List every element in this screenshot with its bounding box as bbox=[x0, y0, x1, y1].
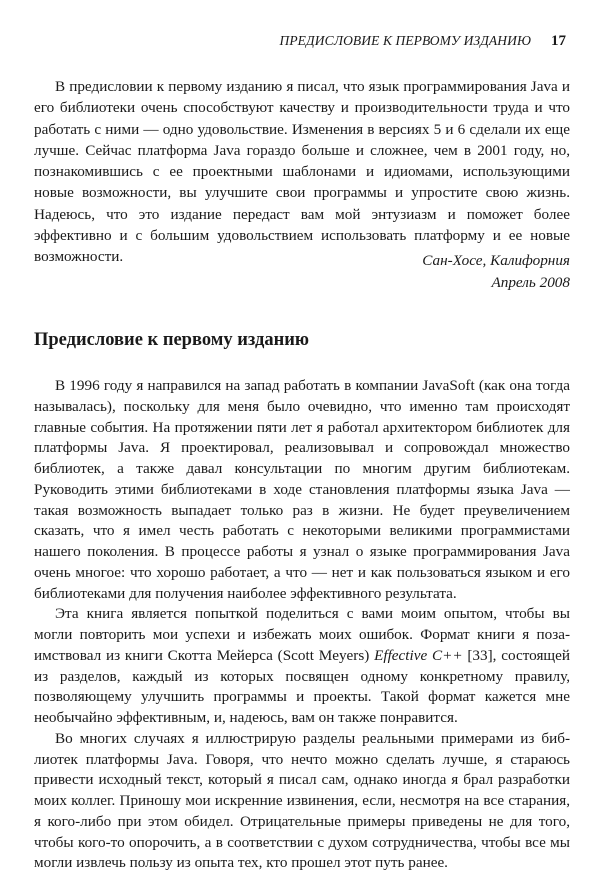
main-section bbox=[34, 376, 570, 874]
paragraph-1: В 1996 году я направился на запад работать в компании JavaSoft (как она тогда называлась), поскольку для меня было очевидно, что именно там происходят главные события. На протяжении пяти лет я работал архитектором библиотек для платформы Java. Я проектировал, реализовывал и сопровождал множество библиотек, а также давал консультации по многим другим библиотекам. Руководить этими библиотеками в ходе становления платформы языка Java — такая возможность выпадает только раз в жизни. Не будет преувеличением сказать, что я имел честь работать с некоторыми великими программистами нашего поколения. В процессе работы я узнал о языке программирования Java очень многое: что хорошо работает, а что — нет и как пользоваться языком и его библиотеками для получения наиболее эффективного результата. bbox=[34, 377, 570, 602]
signature-place: Сан-Хосе, Калифорния bbox=[422, 252, 570, 269]
page-number: 17 bbox=[551, 33, 566, 49]
section-heading: Предисловие к первому изданию bbox=[34, 330, 310, 350]
running-head-title: ПРЕДИСЛОВИЕ К ПЕРВОМУ ИЗДАНИЮ bbox=[279, 33, 531, 48]
paragraph-2 bbox=[34, 604, 570, 729]
intro-section bbox=[34, 76, 570, 268]
paragraph-2-start: Эта книга является попыткой поделиться с вами моим опытом, чтобы вы могли повторить мои успехи и избежать моих ошибок. Формат книги я позаимствовал из книги Скотта Мейерса (Scott Meyers) bbox=[34, 605, 570, 664]
paragraph-2-end: [33], состоящей из разделов, каждый из которых посвящен одному конкретному правилу, позволяющему улучшить программы и проекты. Такой формат кажется мне необычайно эффективным, и, надеюсь, вам он также понравится. bbox=[34, 646, 570, 726]
book-title-effective-cpp: Effective C++ bbox=[374, 646, 463, 664]
running-head bbox=[34, 33, 566, 49]
intro-paragraph: В предисловии к первому изданию я писал, что язык программирования Java и его библиотеки очень способствуют качеству и производительности труда и что работать с ними — одно удовольствие. Изменения в версиях 5 и 6 сделали их еще лучше. Сейчас платформа Java гораздо больше и сложнее, чем в 2001 году, но, познакомившись с ее проектными шаблонами и идиомами, использующими новые возможности, вы улучшите свои программы и упростите свою жизнь. Надеюсь, что это издание передаст вам мой энтузиазм и поможет более эффективно и с большим удовольствием использовать платформу и ее новые возможности. bbox=[34, 78, 570, 266]
signature bbox=[422, 250, 570, 294]
paragraph-3: Во многих случаях я иллюстрирую разделы реальными примерами из библиотек платформы Java. Говоря, что нечто можно сделать лучше, я стараюсь привести исходный текст, который я писал сам, однако иногда я брал разработки моих коллег. Приношу мои искренние извинения, если, несмотря на все старания, я кого-либо при этом обидел. Отрицательные примеры приведены не для того, чтобы кого-то опорочить, а в соответствии с духом сотрудничества, чтобы все мы могли извлечь пользу из опыта тех, кто прошел этот путь ранее. bbox=[34, 729, 570, 872]
signature-date: Апрель 2008 bbox=[491, 274, 570, 291]
